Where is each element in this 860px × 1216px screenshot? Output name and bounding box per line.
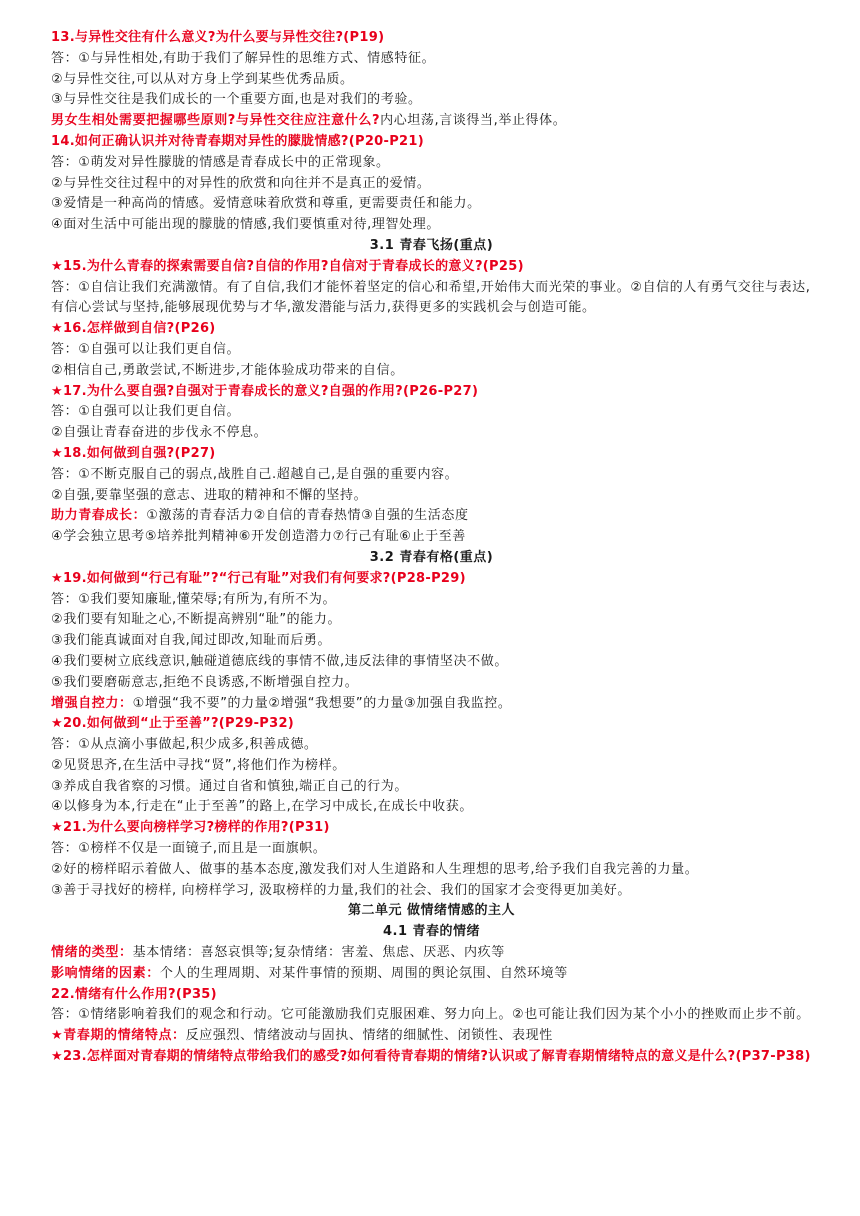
key-point-label: 助力青春成长： [51,508,147,524]
key-point-text: ①激荡的青春活力②自信的青春热情③自强的生活态度 [146,508,469,524]
question-heading: ★19.如何做到“行己有耻”?“行己有耻”对我们有何要求?(P28-P29) [51,570,466,586]
answer-line: 答：①不断克服自己的弱点,战胜自己.超越自己,是自强的重要内容。 [51,466,459,482]
key-point-line [51,943,812,964]
answer-line: ⑤我们要磨砺意志,拒绝不良诱惑,不断增强自控力。 [51,674,359,690]
answer-line: ②自强,要靠坚强的意志、进取的精神和不懈的坚持。 [51,487,368,503]
section-heading: 3.1 青春飞扬(重点) [369,237,494,253]
answer-line: ②相信自己,勇敢尝试,不断进步,才能体验成功带来的自信。 [51,362,404,378]
key-point-line [51,111,812,132]
answer-line: ③养成自我省察的习惯。通过自省和慎独,端正自己的行为。 [51,778,408,794]
key-point-line [51,694,812,715]
answer-line: ③我们能真诚面对自我,闻过即改,知耻而后勇。 [51,633,332,649]
question-heading: 14.如何正确认识并对待青春期对异性的朦胧情感?(P20-P21) [51,133,424,149]
answer-line: 答：①萌发对异性朦胧的情感是青春成长中的正常现象。 [51,154,390,170]
key-point-label: ★青春期的情绪特点： [51,1028,186,1044]
answer-line: ②与异性交往,可以从对方身上学到某些优秀品质。 [51,71,354,87]
key-point-line [51,1026,812,1047]
key-point-label: 男女生相处需要把握哪些原则?与异性交往应注意什么? [51,113,381,129]
section-heading: 4.1 青春的情绪 [382,924,481,940]
answer-line: ③爱情是一种高尚的情感。爱情意味着欣赏和尊重, 更需要责任和能力。 [51,196,481,212]
question-heading: ★16.怎样做到自信?(P26) [51,321,216,337]
answer-line: ④以修身为本,行走在“止于至善”的路上,在学习中成长,在成长中收获。 [51,799,473,815]
answer-line: ④面对生活中可能出现的朦胧的情感,我们要慎重对待,理智处理。 [51,217,440,233]
answer-line: ②自强让青春奋进的步伐永不停息。 [51,425,268,441]
question-heading: 13.与异性交往有什么意义?为什么要与异性交往?(P19) [51,30,385,45]
key-point-line [51,506,812,527]
answer-line: 答：①自强可以让我们更自信。 [51,341,241,357]
question-heading: ★20.如何做到“止于至善”?(P29-P32) [51,716,295,732]
key-point-label: 增强自控力： [51,695,133,711]
answer-line: ③善于寻找好的榜样, 向榜样学习, 汲取榜样的力量,我们的社会、我们的国家才会变得更加美好。 [51,882,631,898]
answer-line: ④我们要树立底线意识,触碰道德底线的事情不做,违反法律的事情坚决不做。 [51,653,508,669]
key-point-text: ①增强“我不要”的力量②增强“我想要”的力量③加强自我监控。 [132,695,512,711]
answer-line: ②我们要有知耻之心,不断提高辨别“耻”的能力。 [51,612,342,628]
question-heading: ★15.为什么青春的探索需要自信?自信的作用?自信对于青春成长的意义?(P25) [51,258,524,274]
answer-line: ②与异性交往过程中的对异性的欣赏和向往并不是真正的爱情。 [51,175,431,191]
key-point-label: 影响情绪的因素： [51,965,160,981]
question-heading: ★17.为什么要自强?自强对于青春成长的意义?自强的作用?(P26-P27) [51,383,479,399]
section-heading: 3.2 青春有格(重点) [369,549,494,565]
question-heading: ★23.怎样面对青春期的情绪特点带给我们的感受?如何看待青春期的情绪?认识或了解青春期情绪特点的意义是什么?(P37-P38) [51,1049,811,1065]
question-heading: 22.情绪有什么作用?(P35) [51,986,217,1002]
answer-line: ②见贤思齐,在生活中寻找“贤”,将他们作为榜样。 [51,757,346,773]
key-point-text: 内心坦荡,言谈得当,举止得体。 [380,113,567,129]
notes-content [51,28,812,1068]
answer-paragraph: ②好的榜样昭示着做人、做事的基本态度,激发我们对人生道路和人生理想的思考,给予我们自我完善的力量。 [51,861,699,877]
answer-line: 答：①榜样不仅是一面镜子,而且是一面旗帜。 [51,841,327,857]
answer-paragraph: 答：①情绪影响着我们的观念和行动。它可能激励我们克服困难、努力向上。②也可能让我们因为某个小小的挫败而止步不前。 [51,1007,810,1023]
key-point-label: 情绪的类型： [51,945,133,961]
answer-line: ④学会独立思考⑤培养批判精神⑥开发创造潜力⑦行己有耻⑥止于至善 [51,529,466,545]
question-heading: ★18.如何做到自强?(P27) [51,445,216,461]
answer-paragraph: 答：①自信让我们充满激情。有了自信,我们才能怀着坚定的信心和希望,开始伟大而光荣的事业。②自信的人有勇气交往与表达,有信心尝试与坚持,能够展现优势与才华,激发潜能与活力,获得更多的实践机会与创造可能。 [51,279,811,316]
answer-line: ③与异性交往是我们成长的一个重要方面,也是对我们的考验。 [51,92,422,108]
answer-line: 答：①从点滴小事做起,积少成多,积善成德。 [51,737,318,753]
answer-line: 答：①我们要知廉耻,懂荣辱;有所为,有所不为。 [51,591,337,607]
section-heading: 第二单元 做情绪情感的主人 [347,903,516,919]
key-point-text: 反应强烈、情绪波动与固执、情绪的细腻性、闭锁性、表现性 [185,1028,553,1044]
question-heading: ★21.为什么要向榜样学习?榜样的作用?(P31) [51,820,330,836]
answer-line: 答：①自强可以让我们更自信。 [51,404,241,420]
key-point-text: 基本情绪：喜怒哀惧等;复杂情绪：害羞、焦虑、厌恶、内疚等 [132,945,505,961]
answer-line: 答：①与异性相处,有助于我们了解异性的思维方式、情感特征。 [51,50,436,66]
key-point-text: 个人的生理周期、对某件事情的预期、周围的舆论氛围、自然环境等 [159,965,568,981]
key-point-line [51,964,812,985]
